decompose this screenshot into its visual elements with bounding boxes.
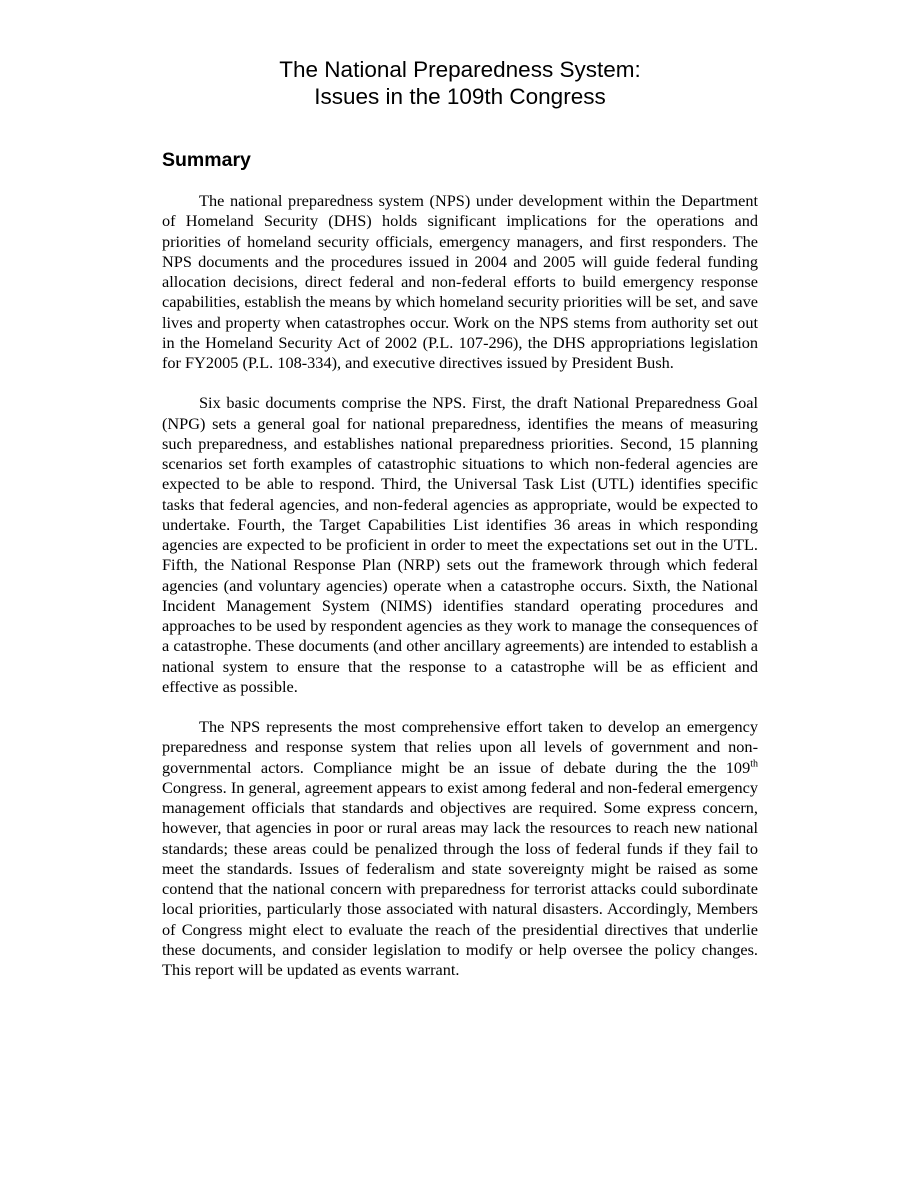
title-line-1: The National Preparedness System:: [279, 57, 641, 82]
summary-paragraph-2: Six basic documents comprise the NPS. First, the draft National Preparedness Goal (NPG) sets a general goal for national preparedness, identifies the means of measuring such preparedness, and establishes national preparedness priorities. Second, 15 planning scenarios set forth examples of catastrophic situations to which non-federal agencies are expected to be able to respond. Third, the Universal Task List (UTL) identifies specific tasks that federal agencies, and non-federal agencies as appropriate, would be expected to undertake. Fourth, the Target Capabilities List identifies 36 areas in which responding agencies are expected to be proficient in order to meet the expectations set out in the UTL. Fifth, the National Response Plan (NRP) sets out the framework through which federal agencies (and voluntary agencies) operate when a catastrophe occurs. Sixth, the National Incident Management System (NIMS) identifies standard operating procedures and approaches to be used by respondent agencies as they work to manage the consequences of a catastrophe. These documents (and other ancillary agreements) are intended to establish a national system to ensure that the response to a catastrophe will be as efficient and effective as possible.: [162, 393, 758, 696]
summary-paragraph-1: The national preparedness system (NPS) under development within the Department of Homeland Security (DHS) holds significant implications for the operations and priorities of homeland security officials, emergency managers, and first responders. The NPS documents and the procedures issued in 2004 and 2005 will guide federal funding allocation decisions, direct federal and non-federal efforts to build emergency response capabilities, establish the means by which homeland security priorities will be set, and save lives and property when catastrophes occur. Work on the NPS stems from authority set out in the Homeland Security Act of 2002 (P.L. 107-296), the DHS appropriations legislation for FY2005 (P.L. 108-334), and executive directives issued by President Bush.: [162, 191, 758, 372]
document-page: [162, 56, 758, 1000]
document-title: [162, 56, 758, 110]
paragraph-3-text-part-1: The NPS represents the most comprehensive effort taken to develop an emergency preparedness and response system that relies upon all levels of government and non-governmental actors. Compliance might be an issue of debate during the the 109: [162, 717, 758, 777]
paragraph-3-text-part-2: Congress. In general, agreement appears to exist among federal and non-federal emergency management officials that standards and objectives are required. Some express concern, however, that agencies in poor or rural areas may lack the resources to reach new national standards; these areas could be penalized through the loss of federal funds if they fail to meet the standards. Issues of federalism and state sovereignty might be raised as some contend that the national concern with preparedness for terrorist attacks could subordinate local priorities, particularly those associated with natural disasters. Accordingly, Members of Congress might elect to evaluate the reach of the presidential directives that underlie these documents, and consider legislation to modify or help oversee the policy changes. This report will be updated as events warrant.: [162, 777, 758, 979]
ordinal-superscript: th: [750, 758, 758, 770]
title-line-2: Issues in the 109th Congress: [314, 84, 606, 109]
summary-heading: Summary: [162, 149, 251, 171]
summary-paragraph-3: [162, 717, 758, 980]
